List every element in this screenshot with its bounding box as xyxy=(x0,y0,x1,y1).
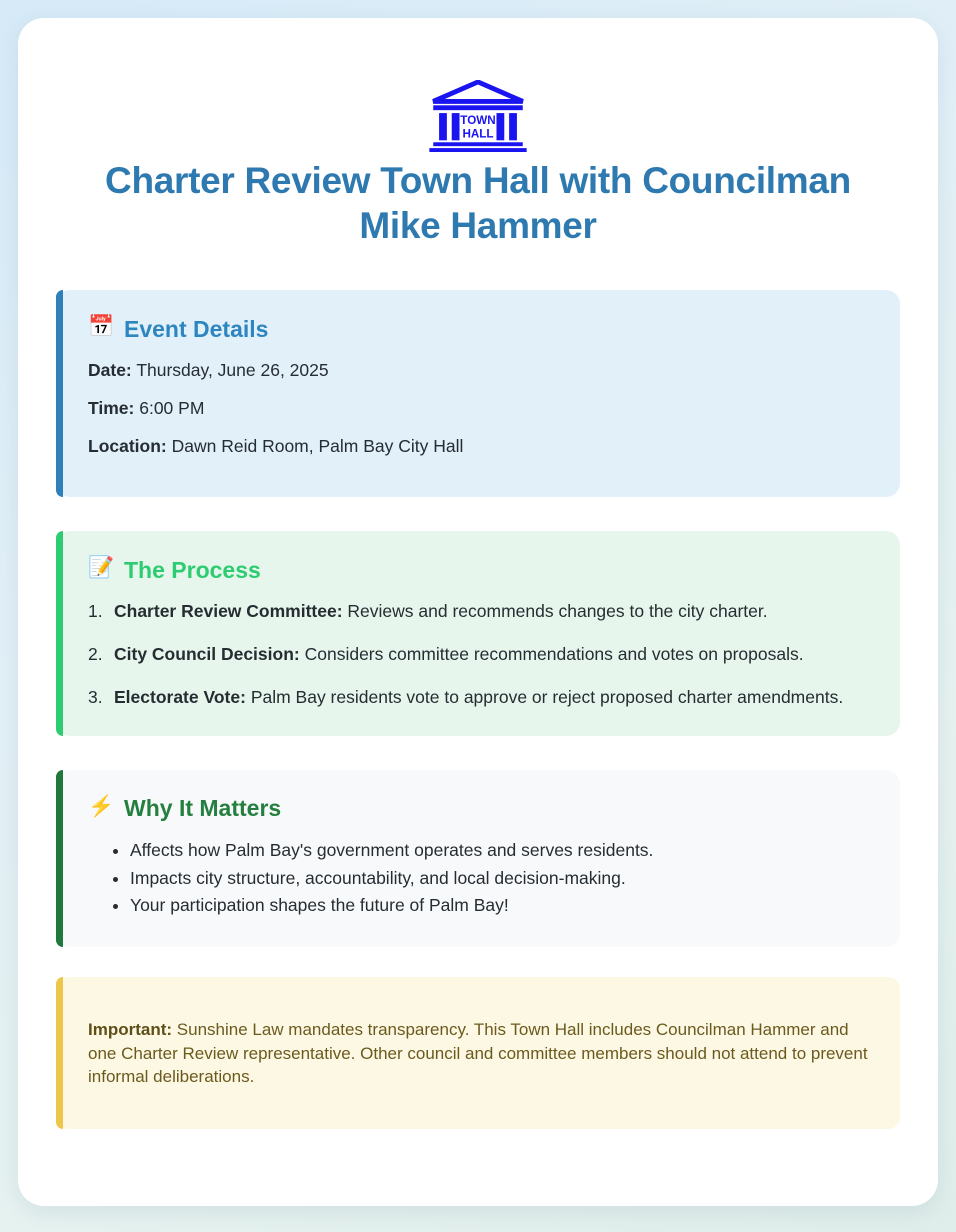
process-step-number: 1. xyxy=(88,601,103,622)
process-step-text: Reviews and recommends changes to the city charter. xyxy=(347,601,768,622)
calendar-icon: 📅 xyxy=(88,315,115,339)
memo-icon: 📝 xyxy=(88,556,115,580)
page-title: Charter Review Town Hall with Councilman Mike Hammer xyxy=(105,160,851,247)
important-notice-body: Sunshine Law mandates transparency. This Town Hall includes Councilman Hammer and one Charter Review representative. Other council and committee members should not attend to prevent informal deliberations. xyxy=(88,1020,868,1086)
document-header xyxy=(56,80,900,248)
event-details-card xyxy=(56,290,900,497)
town-hall-icon xyxy=(429,80,527,152)
process-step-title: City Council Decision: xyxy=(114,644,300,665)
process-step-number: 3. xyxy=(88,686,103,707)
why-it-matters-heading-label: Why It Matters xyxy=(124,795,282,822)
event-details-accent-bar xyxy=(56,290,63,497)
process-heading xyxy=(88,557,874,583)
process-step-title: Charter Review Committee: xyxy=(114,601,343,622)
process-step xyxy=(88,685,874,710)
event-date-value: Thursday, June 26, 2025 xyxy=(136,360,329,381)
process-heading-label: The Process xyxy=(124,556,261,583)
important-notice-text xyxy=(88,1018,874,1088)
process-accent-bar xyxy=(56,531,63,736)
list-item: • Your participation shapes the future of Palm Bay! xyxy=(130,893,874,918)
process-step-text: Palm Bay residents vote to approve or reject proposed charter amendments. xyxy=(250,686,844,707)
list-item: • Affects how Palm Bay's government operates and serves residents. xyxy=(130,838,874,863)
event-location-label: Location: xyxy=(88,435,167,456)
why-it-matters-list xyxy=(88,838,874,919)
document-page xyxy=(18,18,938,1206)
process-step-number: 2. xyxy=(88,644,103,665)
process-step-title: Electorate Vote: xyxy=(114,686,246,707)
event-time-row xyxy=(88,396,874,421)
event-date-label: Date: xyxy=(88,360,132,381)
why-it-matters-heading xyxy=(88,796,874,822)
process-step-text: Considers committee recommendations and votes on proposals. xyxy=(304,644,804,665)
event-details-heading xyxy=(88,316,874,342)
important-notice-card xyxy=(56,977,900,1129)
process-card xyxy=(56,531,900,736)
why-it-matters-accent-bar xyxy=(56,770,63,948)
high-voltage-icon: ⚡ xyxy=(88,794,115,818)
event-date-row xyxy=(88,358,874,383)
event-location-row xyxy=(88,434,874,459)
process-step xyxy=(88,599,874,624)
process-step xyxy=(88,642,874,667)
event-details-heading-label: Event Details xyxy=(124,315,269,342)
event-location-value: Dawn Reid Room, Palm Bay City Hall xyxy=(171,435,464,456)
event-time-value: 6:00 PM xyxy=(139,398,205,419)
town-hall-icon-label-bottom: HALL xyxy=(462,127,494,141)
event-time-label: Time: xyxy=(88,398,135,419)
important-notice-accent-bar xyxy=(56,977,63,1129)
important-notice-label: Important: xyxy=(88,1020,173,1040)
why-it-matters-card xyxy=(56,770,900,948)
list-item: • Impacts city structure, accountability, and local decision-making. xyxy=(130,866,874,891)
town-hall-icon-label-top: TOWN xyxy=(460,113,496,127)
